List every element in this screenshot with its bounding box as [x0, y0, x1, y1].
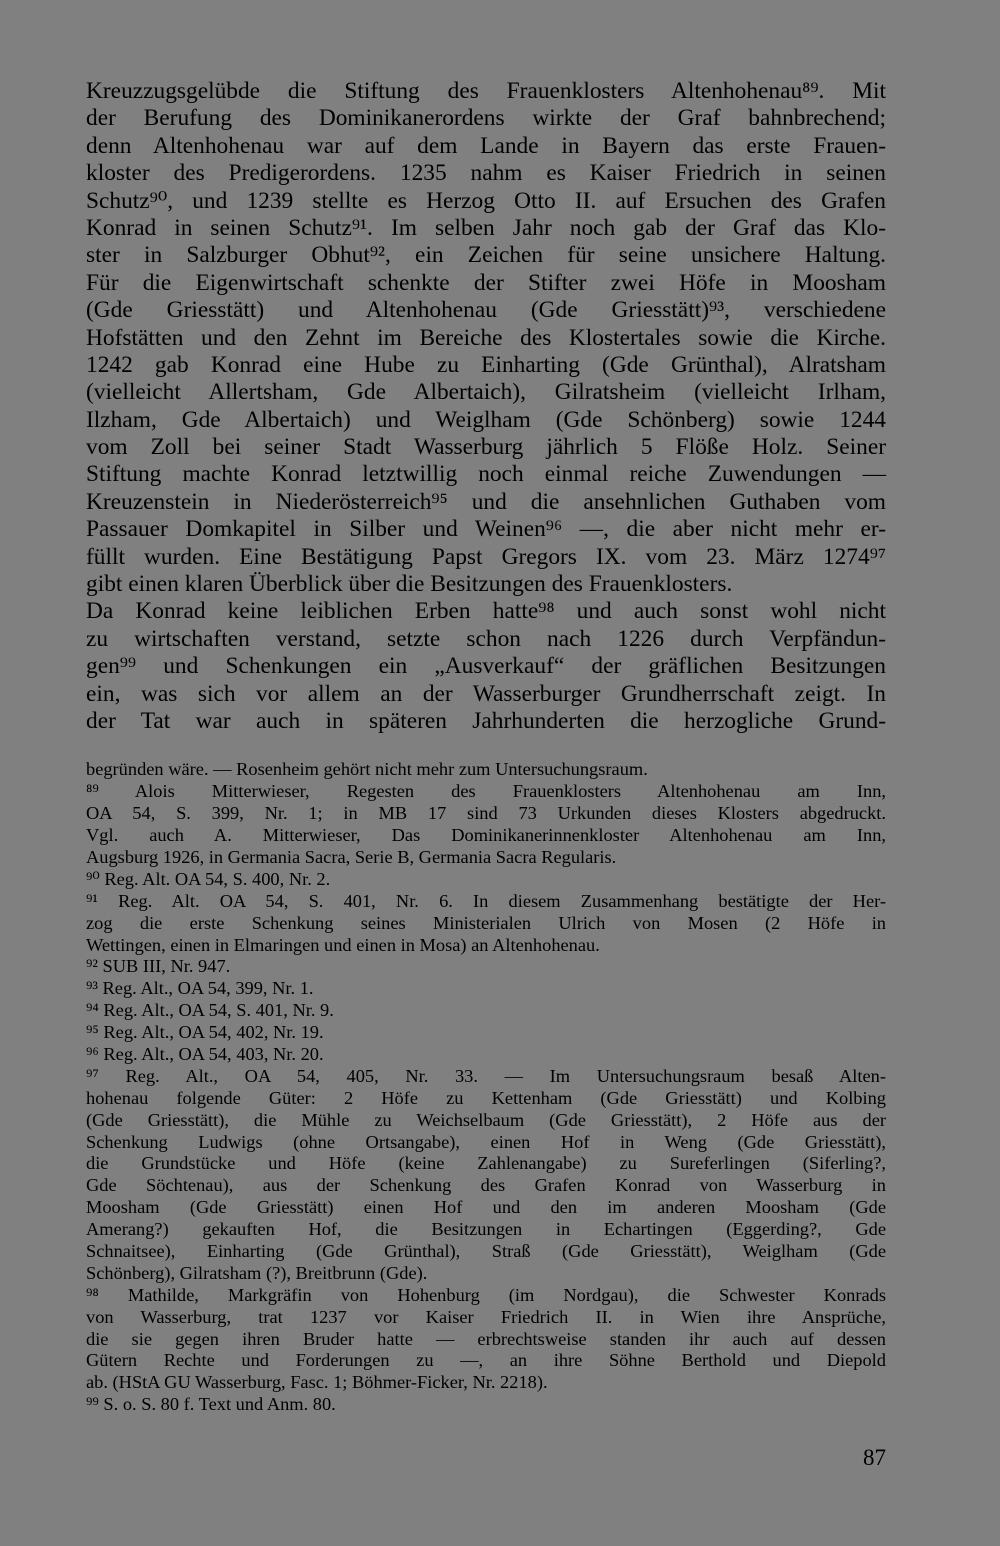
footnote-line: Augsburg 1926, in Germania Sacra, Serie B, Germania Sacra Regularis. — [86, 846, 617, 867]
text-line: Ilzham, Gde Albertaich) und Weiglham (Gde Schönberg) sowie 1244 — [86, 406, 886, 433]
main-text — [86, 78, 886, 735]
footnote-line: von Wasserburg, trat 1237 vor Kaiser Friedrich II. in Wien ihre Ansprüche, — [86, 1306, 886, 1327]
footnote-line: die Grundstücke und Höfe (keine Zahlenangabe) zu Sureferlingen (Siferling?, — [86, 1153, 886, 1174]
text-line: Hofstätten und den Zehnt im Bereiche des Klostertales sowie die Kirche. — [86, 324, 886, 351]
footnote-line: ⁸⁹ Alois Mitterwieser, Regesten des Frauenklosters Altenhohenau am Inn, — [86, 781, 886, 802]
text-line: füllt wurden. Eine Bestätigung Papst Gregors IX. vom 23. März 1274⁹⁷ — [86, 543, 886, 570]
footnote-line: Gütern Rechte und Forderungen zu —, an ihre Söhne Berthold und Diepold — [86, 1350, 886, 1371]
text-line: Da Konrad keine leiblichen Erben hatte⁹⁸ und auch sonst wohl nicht — [86, 598, 886, 625]
footnote-line: ⁹¹ Reg. Alt. OA 54, S. 401, Nr. 6. In diesem Zusammenhang bestätigte der Her- — [86, 890, 886, 911]
text-line: zu wirtschaften verstand, setzte schon nach 1226 durch Verpfändun- — [86, 625, 886, 652]
footnote-line: die sie gegen ihren Bruder hatte — erbrechtsweise standen ihr auch auf dessen — [86, 1328, 886, 1349]
text-line: ein, was sich vor allem an der Wasserburger Grundherrschaft zeigt. In — [86, 680, 886, 707]
footnote-line: Gde Söchtenau), aus der Schenkung des Grafen Konrad von Wasserburg in — [86, 1175, 886, 1196]
footnote-line: Wettingen, einen in Elmaringen und einen in Mosa) an Altenhohenau. — [86, 934, 600, 955]
text-line: (vielleicht Allertsham, Gde Albertaich), Gilratsheim (vielleicht Irlham, — [86, 379, 886, 406]
footnote-line: Schönberg), Gilratsham (?), Breitbrunn (Gde). — [86, 1262, 428, 1283]
text-line: Kreuzzugsgelübde die Stiftung des Frauenklosters Altenhohenau⁸⁹. Mit — [86, 78, 886, 104]
book-page — [86, 78, 886, 1416]
text-line: 1242 gab Konrad eine Hube zu Einharting (Gde Grünthal), Alratsham — [86, 351, 886, 378]
footnote-line: Moosham (Gde Griesstätt) einen Hof und den im anderen Moosham (Gde — [86, 1197, 886, 1218]
footnote-line: Schnaitsee), Einharting (Gde Grünthal), Straß (Gde Griesstätt), Weiglham (Gde — [86, 1240, 886, 1261]
text-line: ster in Salzburger Obhut⁹², ein Zeichen für seine unsichere Haltung. — [86, 242, 886, 269]
page-number: 87 — [863, 1445, 886, 1470]
text-line: Konrad in seinen Schutz⁹¹. Im selben Jahr noch gab der Graf das Klo- — [86, 214, 886, 241]
footnote-line: ⁹² SUB III, Nr. 947. — [86, 956, 231, 977]
footnote-line: ⁹⁸ Mathilde, Markgräfin von Hohenburg (im Nordgau), die Schwester Konrads — [86, 1284, 886, 1305]
footnote-line: ⁹⁶ Reg. Alt., OA 54, 403, Nr. 20. — [86, 1043, 324, 1064]
footnote-line: (Gde Griesstätt), die Mühle zu Weichselbaum (Gde Griesstätt), 2 Höfe aus der — [86, 1109, 886, 1130]
footnote-line: zog die erste Schenkung seines Ministerialen Ulrich von Mosen (2 Höfe in — [86, 912, 886, 933]
footnote-line: ⁹⁷ Reg. Alt., OA 54, 405, Nr. 33. — Im Untersuchungsraum besaß Alten- — [86, 1065, 886, 1086]
footnote-line: hohenau folgende Güter: 2 Höfe zu Kettenham (Gde Griesstätt) und Kolbing — [86, 1087, 886, 1108]
footnote-line: ⁹⁴ Reg. Alt., OA 54, S. 401, Nr. 9. — [86, 1000, 334, 1021]
text-line: der Tat war auch in späteren Jahrhunderten die herzogliche Grund- — [86, 707, 886, 734]
text-line: denn Altenhohenau war auf dem Lande in Bayern das erste Frauen- — [86, 132, 886, 159]
text-line: (Gde Griesstätt) und Altenhohenau (Gde Griesstätt)⁹³, verschiedene — [86, 297, 886, 324]
text-line: Passauer Domkapitel in Silber und Weinen⁹⁶ —, die aber nicht mehr er- — [86, 516, 886, 543]
footnote-line: ab. (HStA GU Wasserburg, Fasc. 1; Böhmer-Ficker, Nr. 2218). — [86, 1372, 548, 1393]
text-line: Stiftung machte Konrad letztwillig noch einmal reiche Zuwendungen — — [86, 461, 886, 488]
text-line: Schutz⁹⁰, und 1239 stellte es Herzog Otto II. auf Ersuchen des Grafen — [86, 187, 886, 214]
footnote-line: ⁹⁹ S. o. S. 80 f. Text und Anm. 80. — [86, 1394, 336, 1415]
text-line: Kreuzenstein in Niederösterreich⁹⁵ und die ansehnlichen Guthaben vom — [86, 488, 886, 515]
text-line: kloster des Predigerordens. 1235 nahm es Kaiser Friedrich in seinen — [86, 160, 886, 187]
footnote-line: ⁹⁰ Reg. Alt. OA 54, S. 400, Nr. 2. — [86, 868, 331, 889]
footnotes — [86, 759, 886, 1416]
footnote-line: ⁹³ Reg. Alt., OA 54, 399, Nr. 1. — [86, 978, 314, 999]
footnote-line: Schenkung Ludwigs (ohne Ortsangabe), einen Hof in Weng (Gde Griesstätt), — [86, 1131, 886, 1152]
footnote-line: begründen wäre. — Rosenheim gehört nicht mehr zum Untersuchungsraum. — [86, 759, 648, 780]
text-line: der Berufung des Dominikanerordens wirkte der Graf bahnbrechend; — [86, 105, 886, 132]
text-line: gen⁹⁹ und Schenkungen ein „Ausverkauf“ der gräflichen Besitzungen — [86, 653, 886, 680]
footnote-line: ⁹⁵ Reg. Alt., OA 54, 402, Nr. 19. — [86, 1022, 324, 1043]
text-line: Für die Eigenwirtschaft schenkte der Stifter zwei Höfe in Moosham — [86, 269, 886, 296]
text-line: vom Zoll bei seiner Stadt Wasserburg jährlich 5 Flöße Holz. Seiner — [86, 434, 886, 461]
text-line: gibt einen klaren Überblick über die Besitzungen des Frauenklosters. — [86, 571, 733, 598]
footnote-line: OA 54, S. 399, Nr. 1; in MB 17 sind 73 Urkunden dieses Klosters abgedruckt. — [86, 803, 886, 824]
footnote-line: Amerang?) gekauften Hof, die Besitzungen in Echartingen (Eggerding?, Gde — [86, 1219, 886, 1240]
footnote-line: Vgl. auch A. Mitterwieser, Das Dominikanerinnenkloster Altenhohenau am Inn, — [86, 825, 886, 846]
